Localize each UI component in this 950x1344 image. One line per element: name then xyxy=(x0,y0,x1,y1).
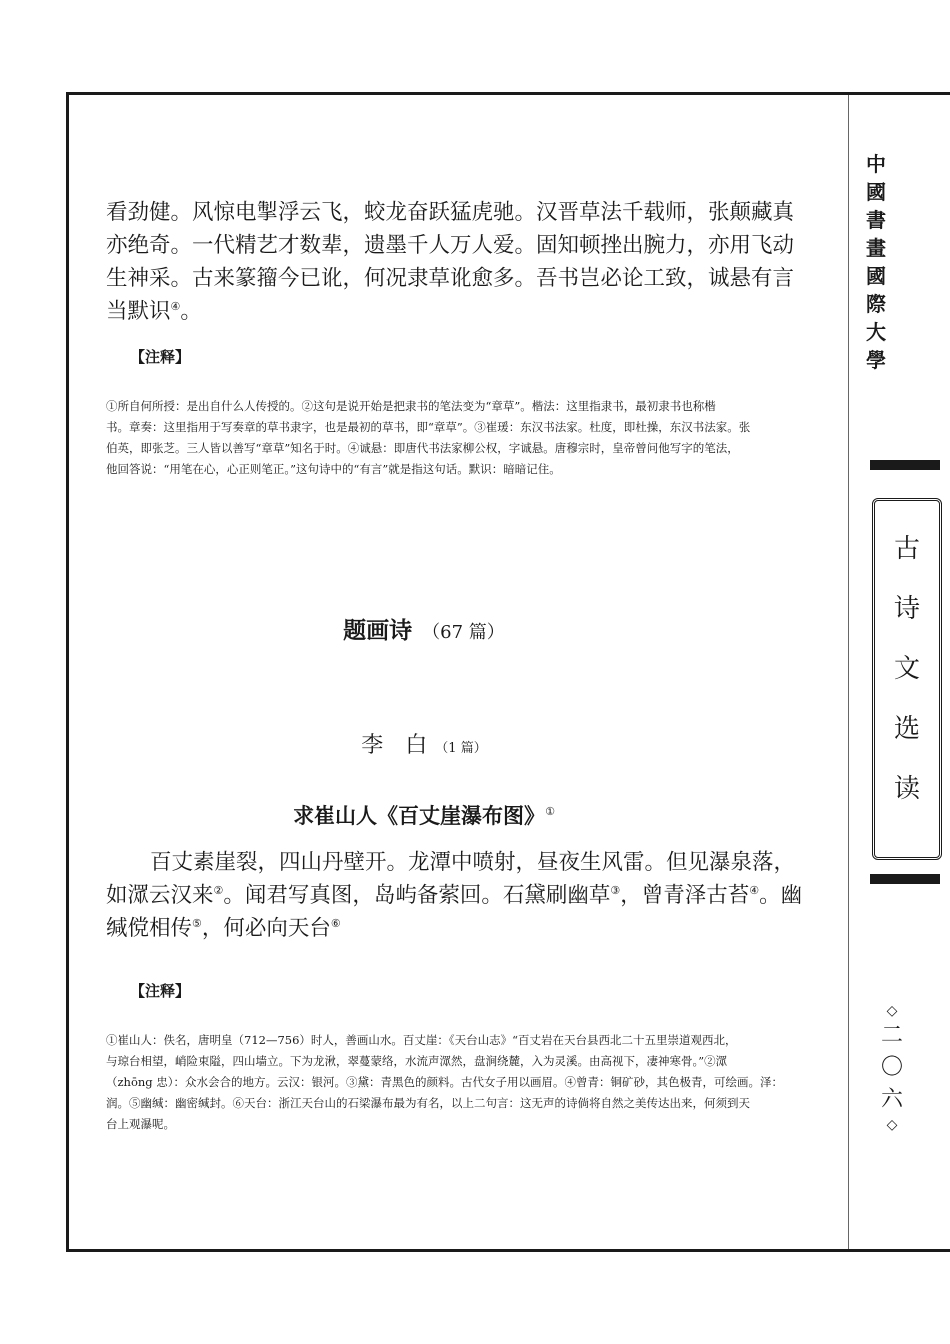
section-title-char: 古 xyxy=(893,534,920,564)
author-heading xyxy=(0,728,848,759)
section-bar-top xyxy=(870,460,940,470)
poem-line: 如潀云汉来②。闻君写真图，岛屿备萦回。石黛刷幽草③，曾青泽古苔④。幽 xyxy=(106,883,803,908)
note-line: ①所自何所授：是出自什么人传授的。②这句是说开始是把隶书的笔法变为“章草”。楷法：这里指隶书，最初隶书也称楷 xyxy=(106,399,716,413)
page-number xyxy=(862,1002,922,1134)
poem-line: 生神采。古来篆籀今已讹，何况隶草讹愈多。吾书岂必论工致，诚悬有言 xyxy=(106,266,795,291)
section-heading xyxy=(0,612,848,645)
footnote-marker: ① xyxy=(545,805,555,818)
notes-block xyxy=(106,396,821,480)
poem-title: 求崔山人《百丈崖瀑布图》① xyxy=(293,804,555,828)
page-frame-top xyxy=(66,92,950,95)
section-title-box xyxy=(872,498,942,860)
note-line: 台上观瀑呢。 xyxy=(106,1117,175,1131)
side-margin-rule xyxy=(848,95,849,1249)
diamond-ornament-icon: ◇ xyxy=(886,1003,898,1019)
note-line: 润。⑤幽缄：幽密缄封。⑥天台：浙江天台山的石梁瀑布最为有名，以上二句言：这无声的诗倘将自然之美传达出来，何须到天 xyxy=(106,1096,750,1110)
page-frame-bottom xyxy=(66,1249,950,1252)
section-heading-count: （67 篇） xyxy=(422,622,505,643)
note-line: ①崔山人：佚名，唐明皇（712—756）时人，善画山水。百丈崖：《天台山志》“百丈岩在天台县西北二十五里崇道观西北， xyxy=(106,1033,737,1047)
note-line: 伯英，即张芝。三人皆以善写“章草”知名于时。④诚悬：即唐代书法家柳公权，字诚悬。唐穆宗时，皇帝曾问他写字的笔法， xyxy=(106,441,739,455)
page-number-digit: 六 xyxy=(880,1087,903,1112)
poem-continuation xyxy=(106,196,826,328)
poem-line: 缄傥相传⑤，何必向天台⑥ xyxy=(106,916,341,941)
side-title-vertical: 中 國 書 畫 國 際 大 學 xyxy=(866,152,886,372)
footnote-marker: ④ xyxy=(170,299,181,313)
poem-line: 百丈素崖裂，四山丹壁开。龙潭中喷射，昼夜生风雷。但见瀑泉落， xyxy=(150,850,796,875)
page-number-digit: 二 xyxy=(880,1023,903,1048)
note-line: 他回答说：“用笔在心，心正则笔正。”这句诗中的“有言”就是指这句话。默识：暗暗记住。 xyxy=(106,462,561,476)
section-title-char: 读 xyxy=(893,774,920,804)
poem-line: 亦绝奇。一代精艺才数辈，遗墨千人万人爱。固知顿挫出腕力，亦用飞动 xyxy=(106,233,795,258)
poem-line: 当默识④。 xyxy=(106,299,202,324)
notes-block xyxy=(106,1030,821,1135)
note-line: 书。章奏：这里指用于写奏章的草书隶字，也是最初的草书，即“章草”。③崔瑗：东汉书法家。杜度，即杜操，东汉书法家。张 xyxy=(106,420,751,434)
notes-heading: 【注释】 xyxy=(130,348,191,366)
section-title-char: 文 xyxy=(893,654,920,684)
author-count: （1 篇） xyxy=(435,741,487,756)
poem-body xyxy=(106,846,826,945)
section-title-char: 选 xyxy=(893,714,920,744)
note-line: （zhōng 忠）：众水会合的地方。云汉：银河。③黛：青黑色的颜料。古代女子用以画眉。④曾青：铜矿砂，其色极青，可绘画。泽： xyxy=(106,1075,784,1089)
page-number-digit: 〇 xyxy=(880,1055,903,1080)
notes-heading: 【注释】 xyxy=(130,982,191,1000)
section-title-char: 诗 xyxy=(893,594,920,624)
poem-line: 看劲健。风惊电掣浮云飞，蛟龙奋跃猛虎驰。汉晋草法千载师，张颠藏真 xyxy=(106,200,795,225)
author-name: 李 白 xyxy=(361,733,428,758)
section-heading-title: 题画诗 xyxy=(343,618,413,644)
note-line: 与琼台相望，峭险束隘，四山墙立。下为龙湫，翠蔓蒙络，水流声潀然，盘涧绕麓，入为灵溪。由高视下，凄神寒骨。”②潀 xyxy=(106,1054,728,1068)
page-frame-left xyxy=(66,92,69,1252)
section-bar-bottom xyxy=(870,874,940,884)
diamond-ornament-icon: ◇ xyxy=(886,1117,898,1133)
